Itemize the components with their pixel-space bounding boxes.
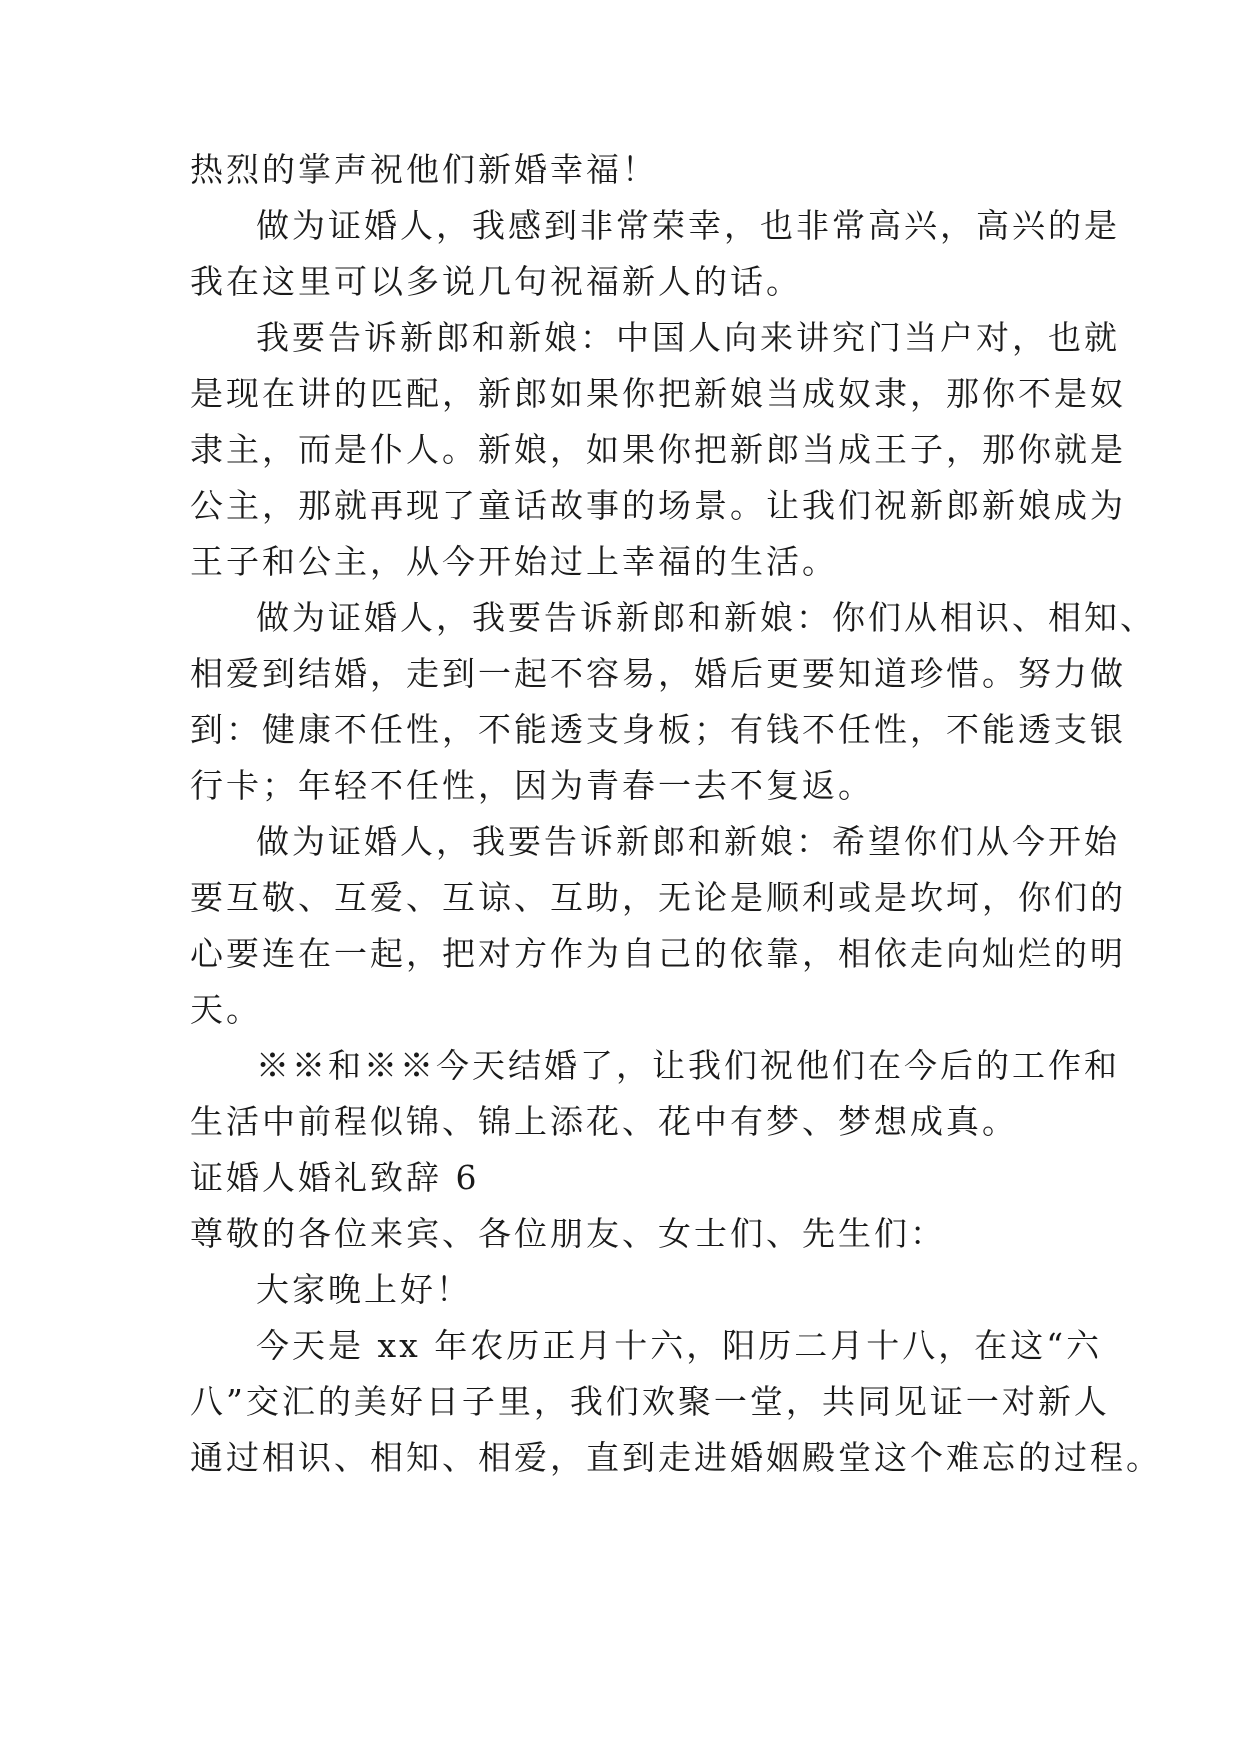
text-line: 隶主，而是仆人。新娘，如果你把新郎当成王子，那你就是 xyxy=(190,430,1126,469)
text-line: 相爱到结婚，走到一起不容易，婚后更要知道珍惜。努力做 xyxy=(190,654,1126,693)
text-line: 心要连在一起，把对方作为自己的依靠，相依走向灿烂的明 xyxy=(190,934,1126,973)
text-line: 我在这里可以多说几句祝福新人的话。 xyxy=(190,262,802,301)
paragraph-start: 做为证婚人，我要告诉新郎和新娘：你们从相识、相知、 xyxy=(256,598,1156,637)
greeting: 大家晚上好！ xyxy=(256,1270,472,1309)
paragraph-start: 今天是 xx 年农历正月十六，阳历二月十八，在这“六 xyxy=(256,1326,1103,1365)
text-line: 通过相识、相知、相爱，直到走进婚姻殿堂这个难忘的过程。 xyxy=(190,1438,1162,1477)
text-line: 行卡；年轻不任性，因为青春一去不复返。 xyxy=(190,766,874,805)
text-line: 公主，那就再现了童话故事的场景。让我们祝新郎新娘成为 xyxy=(190,486,1126,525)
text-line: 天。 xyxy=(190,990,262,1029)
text-line: 要互敬、互爱、互谅、互助，无论是顺利或是坎坷，你们的 xyxy=(190,878,1126,917)
section-heading: 证婚人婚礼致辞 6 xyxy=(190,1158,480,1197)
paragraph-start: 做为证婚人，我感到非常荣幸，也非常高兴，高兴的是 xyxy=(256,206,1120,245)
paragraph-start: ※※和※※今天结婚了，让我们祝他们在今后的工作和 xyxy=(256,1046,1120,1085)
paragraph-start: 我要告诉新郎和新娘：中国人向来讲究门当户对，也就 xyxy=(256,318,1120,357)
text-line: 是现在讲的匹配，新郎如果你把新娘当成奴隶，那你不是奴 xyxy=(190,374,1126,413)
text-line: 热烈的掌声祝他们新婚幸福！ xyxy=(190,150,658,189)
paragraph-start: 做为证婚人，我要告诉新郎和新娘：希望你们从今开始 xyxy=(256,822,1120,861)
salutation: 尊敬的各位来宾、各位朋友、女士们、先生们： xyxy=(190,1214,946,1253)
text-line: 八”交汇的美好日子里，我们欢聚一堂，共同见证一对新人 xyxy=(190,1382,1110,1421)
text-line: 到：健康不任性，不能透支身板；有钱不任性，不能透支银 xyxy=(190,710,1126,749)
text-line: 生活中前程似锦、锦上添花、花中有梦、梦想成真。 xyxy=(190,1102,1018,1141)
text-line: 王子和公主，从今开始过上幸福的生活。 xyxy=(190,542,838,581)
